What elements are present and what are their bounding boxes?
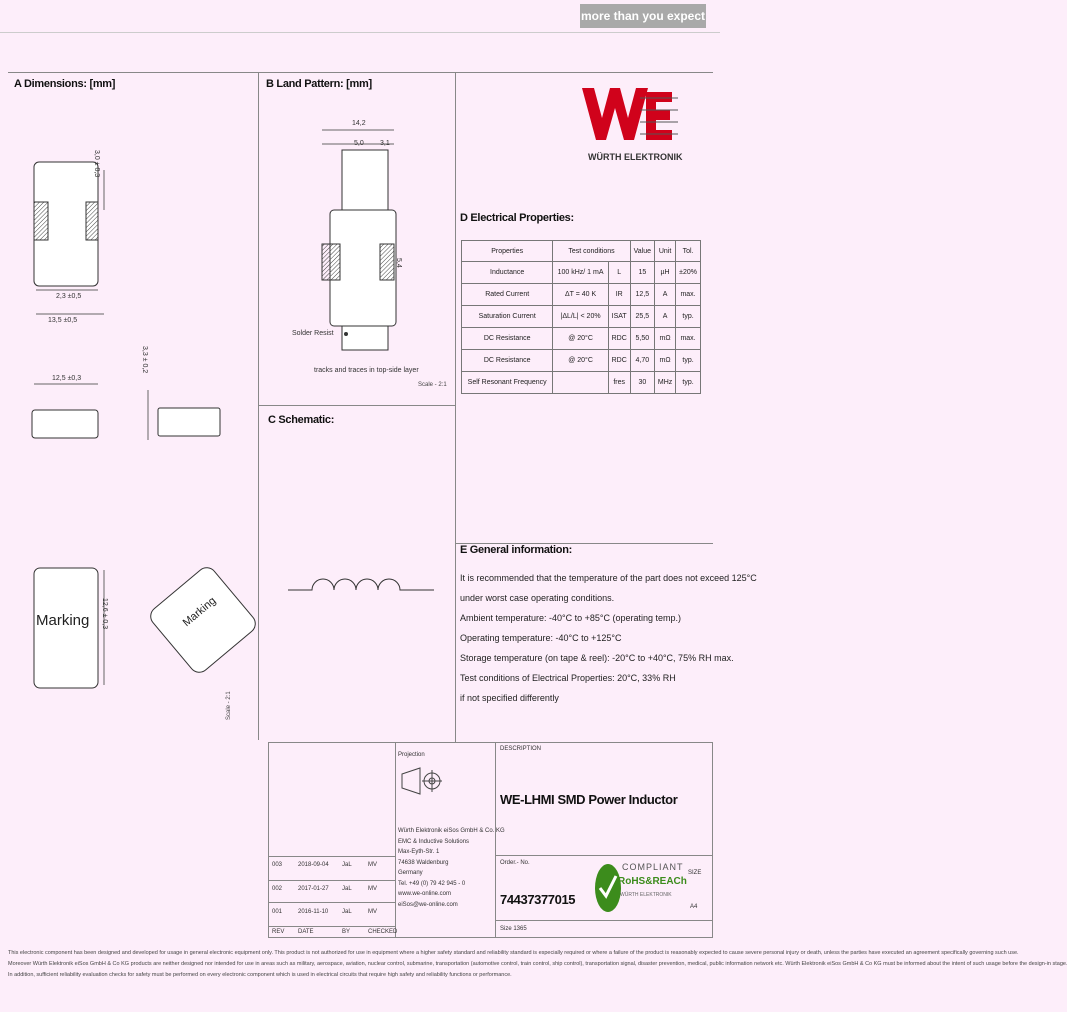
dim-13-5: 13,5 ±0,5 (48, 317, 78, 324)
rev-cell: MV (368, 909, 377, 915)
rev-cell: MV (368, 886, 377, 892)
table-cell: IR (608, 284, 630, 306)
land-width-3-1: 3,1 (380, 140, 390, 147)
rev-header: REV (272, 929, 285, 935)
rev-cell: 2018-09-04 (298, 862, 329, 868)
table-cell: typ. (676, 306, 701, 328)
scale-note-a: Scale - 2:1 (226, 691, 232, 720)
electrical-properties-table (461, 240, 701, 394)
size-caption: SIZE (688, 870, 702, 876)
table-cell: A (655, 284, 676, 306)
rev-cell: MV (368, 862, 377, 868)
divider-b-d (455, 72, 456, 742)
slogan-banner: more than you expect (580, 4, 706, 28)
disclaimer-footer (8, 948, 1067, 981)
land-height: 5,4 (395, 258, 402, 268)
table-cell (553, 372, 608, 394)
table-header: Properties (462, 241, 553, 262)
table-cell: µH (655, 262, 676, 284)
table-cell: RDC (608, 328, 630, 350)
compliant-label: COMPLIANT (622, 862, 684, 872)
divider-b-c (258, 405, 455, 406)
rev-rule (268, 880, 395, 881)
table-cell: Rated Current (462, 284, 553, 306)
table-cell: ΔT = 40 K (553, 284, 608, 306)
company-line: Max-Eyth-Str. 1 (398, 849, 440, 855)
inductor-symbol (288, 560, 438, 600)
rev-cell: 001 (272, 909, 283, 915)
land-note: tracks and traces in top-side layer (314, 367, 419, 374)
company-line: Germany (398, 870, 423, 876)
general-line: Test conditions of Electrical Properties: 20°C, 33% RH (460, 673, 676, 683)
rev-cell: JaL (342, 909, 352, 915)
table-cell: max. (676, 328, 701, 350)
table-cell: 30 (630, 372, 654, 394)
table-header: Value (630, 241, 654, 262)
section-title-general: E General information: (460, 544, 572, 556)
table-cell: Saturation Current (462, 306, 553, 328)
section-title-electrical: D Electrical Properties: (460, 212, 574, 224)
scale-note-b: Scale - 2:1 (418, 382, 447, 388)
disclaimer-line: This electronic component has been designed and developed for usage in general electronic equipment only. This product is not authorized for use in equipment where a higher safety standard and reliability standard is especially required or where a failure of the product is reasonably expected to cause severe personal injury or death, unless the parties have executed an agreement specifically governing such use. (8, 950, 1019, 956)
general-line: Storage temperature (on tape & reel): -20°C to +40°C, 75% RH max. (460, 653, 734, 663)
projection-label: Projection (398, 752, 425, 758)
title-block-rule (495, 855, 713, 856)
table-cell: mΩ (655, 350, 676, 372)
page-size: A4 (690, 904, 698, 910)
rev-header: CHECKED (368, 929, 398, 935)
table-cell: mΩ (655, 328, 676, 350)
table-cell: 25,5 (630, 306, 654, 328)
table-header: Unit (655, 241, 676, 262)
company-line: 74638 Waldenburg (398, 859, 449, 866)
order-code-label: Order.- No. (500, 860, 530, 866)
table-cell: RDC (608, 350, 630, 372)
header-rule (8, 72, 713, 73)
solder-resist-label: Solder Resist (292, 330, 334, 337)
table-row (462, 328, 701, 350)
table-cell: Self Resonant Frequency (462, 372, 553, 394)
projection-icon (400, 764, 444, 798)
company-line: EMC & Inductive Solutions (398, 838, 470, 845)
land-pattern-drawing (270, 120, 450, 360)
section-title-land-pattern: B Land Pattern: [mm] (266, 78, 372, 90)
rev-rule (268, 926, 395, 927)
top-rule (0, 32, 720, 33)
company-line: www.we-online.com (398, 891, 452, 897)
general-line: Operating temperature: -40°C to +125°C (460, 633, 622, 643)
table-cell: 100 kHz/ 1 mA (553, 262, 608, 284)
rohs-check-icon (594, 862, 622, 914)
rev-cell: JaL (342, 886, 352, 892)
table-row (462, 372, 701, 394)
we-logo-icon (580, 84, 680, 146)
brand-name: WÜRTH ELEKTRONIK (588, 152, 683, 162)
rev-cell: 003 (272, 862, 283, 868)
table-header: Tol. (676, 241, 701, 262)
table-cell: @ 20°C (553, 350, 608, 372)
table-cell: DC Resistance (462, 328, 553, 350)
product-title: WE-LHMI SMD Power Inductor (500, 792, 678, 807)
general-information (460, 568, 757, 708)
dim-3-0: 3,0 ± 0,3 (93, 150, 100, 178)
dim-3-3: 3,3 ± 0,2 (141, 346, 148, 374)
order-code: 74437377015 (500, 892, 576, 907)
table-cell: fres (608, 372, 630, 394)
company-line: Würth Elektronik eiSos GmbH & Co. KG (398, 828, 505, 834)
table-cell: max. (676, 284, 701, 306)
table-cell: @ 20°C (553, 328, 608, 350)
marking-label-front: Marking (36, 612, 90, 629)
land-width-14-2: 14,2 (352, 120, 366, 127)
general-line: if not specified differently (460, 693, 559, 703)
section-title-schematic: C Schematic: (268, 414, 335, 426)
table-cell: L (608, 262, 630, 284)
land-width-5-0: 5,0 (354, 140, 364, 147)
table-cell: |ΔL/L| < 20% (553, 306, 608, 328)
table-cell: ISAT (608, 306, 630, 328)
rev-cell: JaL (342, 862, 352, 868)
table-row (462, 350, 701, 372)
table-cell: ±20% (676, 262, 701, 284)
table-header: Test conditions (553, 241, 630, 262)
rev-rule (268, 856, 395, 857)
table-cell: A (655, 306, 676, 328)
rev-cell: 2016-11-10 (298, 909, 329, 915)
table-cell: 15 (630, 262, 654, 284)
dim-2-3: 2,3 ±0,5 (56, 293, 82, 300)
rev-header: BY (342, 929, 351, 935)
dim-12-5: 12,5 ±0,3 (52, 375, 82, 382)
disclaimer-line: Moreover Würth Elektronik eiSos GmbH & Co KG products are neither designed nor intended for use in areas such as military, aerospace, aviation, nuclear control, submarine, transportation (automotive control, train control, ship control), transportation signal, disaster prevention, medical, public information network etc. Würth Elektronik eiSos GmbH & Co KG must be informed about the intent of such usage before the design-in stage. (8, 961, 1067, 967)
general-line: Ambient temperature: -40°C to +85°C (operating temp.) (460, 613, 682, 623)
general-line: It is recommended that the temperature of the part does not exceed 125°C (460, 573, 757, 583)
table-cell: 12,5 (630, 284, 654, 306)
table-cell: 4,70 (630, 350, 654, 372)
table-cell: typ. (676, 350, 701, 372)
rohs-reach-label: RoHS&REACh (618, 876, 687, 887)
rev-header: DATE (298, 929, 314, 935)
table-cell: DC Resistance (462, 350, 553, 372)
description-label: DESCRIPTION (500, 746, 542, 752)
title-block-divider (395, 742, 396, 938)
table-row (462, 284, 701, 306)
rev-cell: 002 (272, 886, 283, 892)
table-row (462, 306, 701, 328)
dim-12-6: 12,6 ± 0,3 (101, 598, 108, 630)
table-row (462, 262, 701, 284)
general-line: under worst case operating conditions. (460, 593, 615, 603)
divider-a-b (258, 72, 259, 740)
title-block-rule (495, 920, 713, 921)
company-info (398, 826, 505, 910)
size-label: Size 1365 (500, 926, 527, 932)
table-cell: 5,50 (630, 328, 654, 350)
table-cell: typ. (676, 372, 701, 394)
section-title-dimensions: A Dimensions: [mm] (14, 78, 116, 90)
company-line: eiSos@we-online.com (398, 901, 458, 908)
disclaimer-line: In addition, sufficient reliability evaluation checks for safety must be performed on every electronic component which is used in electrical circuits that require high safety and reliability functions or performance. (8, 972, 512, 978)
company-line: Tel. +49 (0) 79 42 945 - 0 (398, 880, 466, 887)
rohs-brand: WÜRTH ELEKTRONIK (620, 892, 672, 898)
dimensions-drawing (8, 140, 258, 740)
table-cell: MHz (655, 372, 676, 394)
table-header-row (462, 241, 701, 262)
marking-label-3d: Marking (180, 594, 219, 630)
rev-rule (268, 902, 395, 903)
rev-cell: 2017-01-27 (298, 886, 329, 892)
table-cell: Inductance (462, 262, 553, 284)
